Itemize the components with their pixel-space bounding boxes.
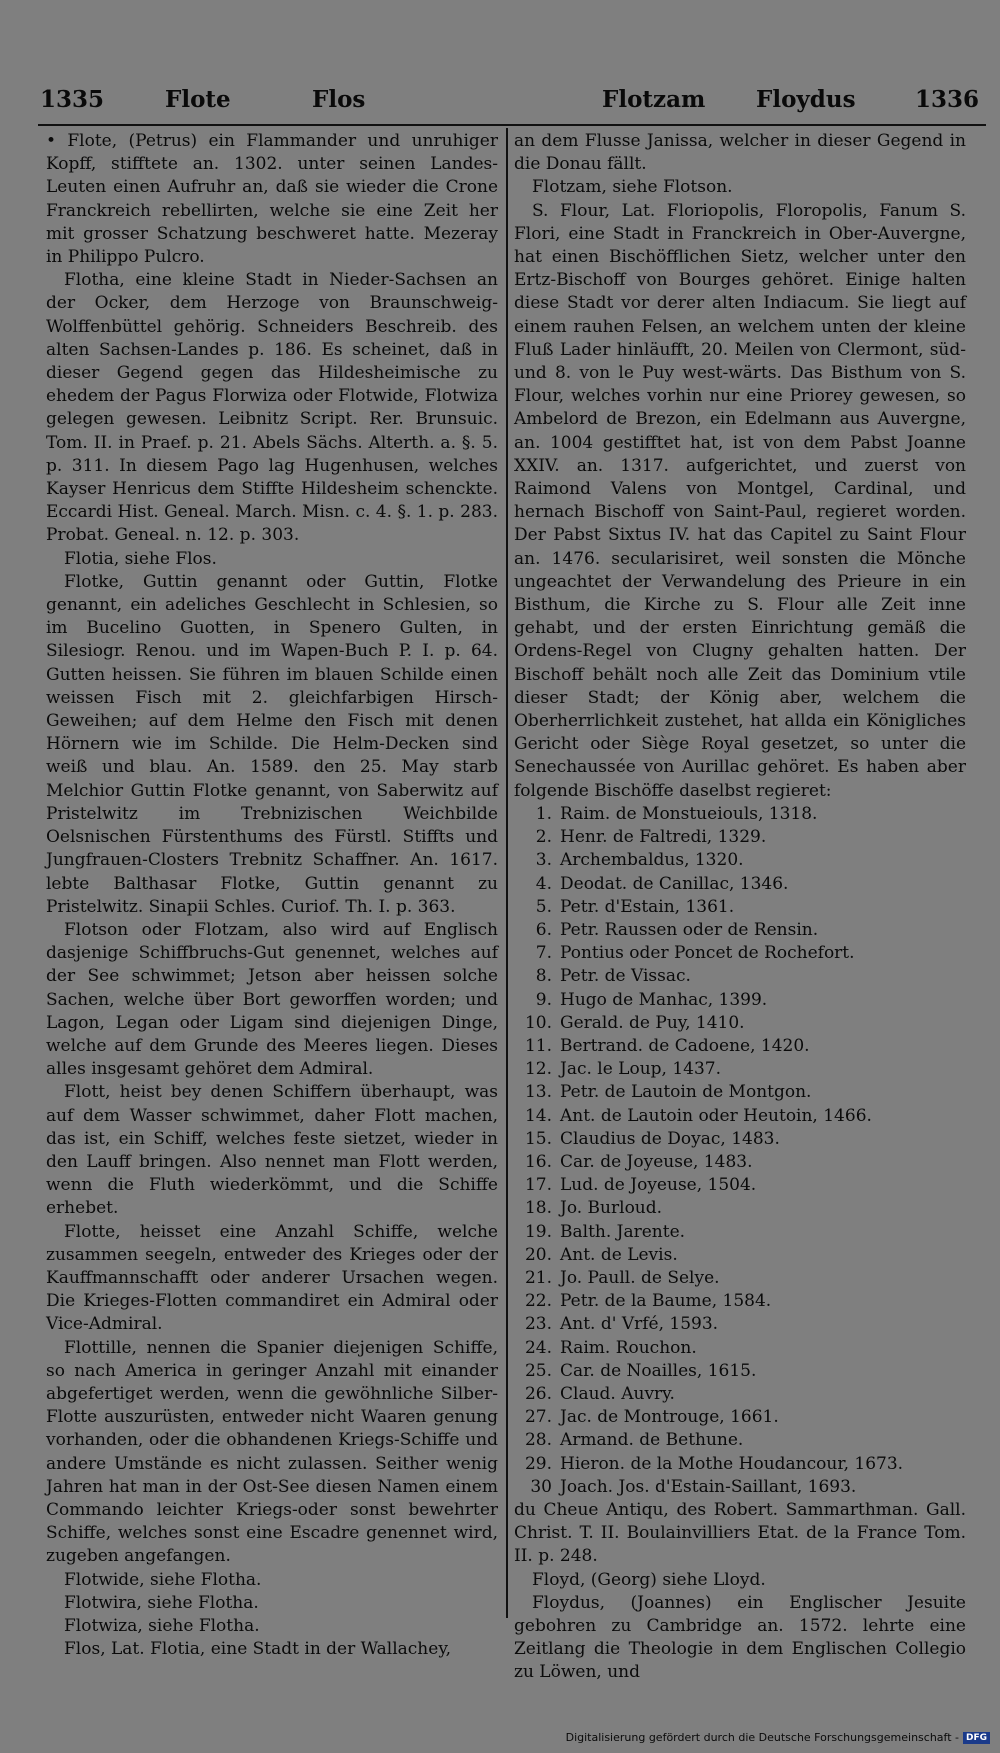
list-item-number: 6. [535, 919, 552, 940]
list-item [514, 1337, 966, 1360]
list-item-number: 27. [524, 1407, 552, 1428]
entry-paragraph: Flottille, nennen die Spanier diejenigen Schiffe, so nach America in geringer Anzahl mit einander abgefertiget werden, wenn die gewöhnliche Silber-Flotte auszurüsten, entweder nicht Waaren genung vorhanden, oder die obhandenen Kriegs-Schiffe und andere Umstände es nicht zulassen. Seither wenig Jahren hat man in der Ost-See diesen Namen einem Commando leichter Kriegs-oder sonst bewehrter Schiffe, welches sonst eine Escadre genennet wird, zugeben angefangen. [46, 1337, 498, 1567]
list-item-text: Henr. de Faltredi, 1329. [560, 827, 767, 848]
left-column [46, 130, 498, 1661]
list-item-number: 2. [535, 827, 552, 848]
entry-paragraph: Flos, Lat. Flotia, eine Stadt in der Wallachey, [64, 1639, 452, 1660]
list-item-number: 13. [524, 1082, 552, 1103]
list-item-number: 23. [524, 1314, 552, 1335]
list-item [514, 1406, 966, 1429]
list-item-number: 20. [524, 1244, 552, 1265]
entry-paragraph: Flotwide, siehe Flotha. [64, 1569, 262, 1590]
list-item-text: Bertrand. de Cadoene, 1420. [560, 1035, 810, 1056]
list-item-number: 1. [535, 803, 552, 824]
list-item-text: Hieron. de la Mothe Houdancour, 1673. [560, 1453, 904, 1474]
list-item-text: Petr. Raussen oder de Rensin. [560, 919, 819, 940]
list-item-number: 15. [524, 1128, 552, 1149]
list-item-number: 25. [524, 1360, 552, 1381]
entry-paragraph: Floydus, (Joannes) ein Englischer Jesuite gebohren zu Cambridge an. 1572. lehrte eine Zeitlang die Theologie in dem Englischen Collegio zu Löwen, und [514, 1592, 966, 1683]
list-item [514, 1197, 966, 1220]
list-item-text: Petr. de Lautoin de Montgon. [560, 1082, 812, 1103]
list-item-number: 28. [524, 1430, 552, 1451]
list-item [514, 1244, 966, 1267]
list-item [514, 1174, 966, 1197]
list-item-text: Petr. de la Baume, 1584. [560, 1291, 772, 1312]
header-rule [38, 124, 986, 126]
list-item [514, 803, 966, 826]
entry-paragraph: Flotia, siehe Flos. [64, 548, 217, 569]
list-item-text: Jac. le Loup, 1437. [560, 1059, 722, 1080]
list-item [514, 965, 966, 988]
list-item-number: 8. [535, 966, 552, 987]
list-item [514, 1476, 966, 1499]
list-item-number: 24. [524, 1337, 552, 1358]
list-item [514, 1313, 966, 1336]
entry-paragraph: Floyd, (Georg) siehe Lloyd. [532, 1569, 766, 1590]
entry-paragraph: • Flote, (Petrus) ein Flammander und unruhiger Kopff, stifftete an. 1302. unter seinen Landes-Leuten einen Aufruhr an, daß sie wieder die Crone Franckreich rebellirten, welche sie eine Zeit her mit grosser Schatzung beschweret hatte. Mezeray in Philippo Pulcro. [46, 131, 498, 268]
entry-paragraph: an dem Flusse Janissa, welcher in dieser Gegend in die Donau fällt. [514, 131, 966, 175]
list-item-text: Car. de Joyeuse, 1483. [560, 1151, 753, 1172]
list-item [514, 1453, 966, 1476]
list-item-number: 22. [524, 1291, 552, 1312]
list-item [514, 1105, 966, 1128]
entry-paragraph: Flotson oder Flotzam, also wird auf Englisch dasjenige Schiffbruchs-Gut genennet, welches auf der See schwimmet; Jetson aber heissen solche Sachen, welche über Bort geworffen worden; und Lagon, Legan oder Ligam sind diejenigen Dinge, welche auf dem Grunde des Meeres liegen. Dieses alles insgesamt gehöret dem Admiral. [46, 919, 498, 1080]
entry-paragraph: Flotzam, siehe Flotson. [532, 177, 733, 198]
list-item-text: Ant. de Levis. [560, 1244, 678, 1265]
list-item-number: 12. [524, 1059, 552, 1080]
list-item [514, 1058, 966, 1081]
footer-text: Digitalisierung gefördert durch die Deutsche Forschungsgemeinschaft - [565, 1731, 959, 1744]
list-item-text: Jac. de Montrouge, 1661. [560, 1407, 779, 1428]
list-item [514, 1012, 966, 1035]
list-item [514, 1221, 966, 1244]
list-item-text: Claud. Auvry. [560, 1383, 675, 1404]
list-item [514, 873, 966, 896]
list-item-text: Lud. de Joyeuse, 1504. [560, 1175, 757, 1196]
list-item [514, 1429, 966, 1452]
right-column [514, 130, 966, 1685]
list-item-number: 14. [524, 1105, 552, 1126]
list-item-number: 10. [524, 1012, 552, 1033]
list-item [514, 896, 966, 919]
list-item-text: Joach. Jos. d'Estain-Saillant, 1693. [560, 1476, 857, 1497]
list-item-text: Claudius de Doyac, 1483. [560, 1128, 780, 1149]
list-item-number: 21. [524, 1267, 552, 1288]
list-item [514, 1360, 966, 1383]
list-item [514, 942, 966, 965]
list-item [514, 1035, 966, 1058]
page-footer [566, 1731, 990, 1744]
list-item-number: 30 [530, 1476, 552, 1497]
entry-paragraph: Flotha, eine kleine Stadt in Nieder-Sachsen an der Ocker, dem Herzoge von Braunschweig-Wolffenbüttel gehörig. Schneiders Beschreib. des alten Sachsen-Landes p. 186. Es scheinet, daß in dieser Gegend gegen das Hildesheimische zu ehedem der Pagus Florwiza oder Flotwide, Flotwiza gelegen gewesen. Leibnitz Script. Rer. Brunsuic. Tom. II. in Praef. p. 21. Abels Sächs. Alterth. a. §. 5. p. 311. In diesem Pago lag Hugenhusen, welches Kayser Henricus dem Stiffte Hildesheim schenckte. Eccardi Hist. Geneal. March. Misn. c. 4. §. 1. p. 283. Probat. Geneal. n. 12. p. 303. [46, 270, 498, 546]
list-item [514, 1290, 966, 1313]
page-header [0, 86, 1000, 126]
list-item [514, 989, 966, 1012]
list-item-number: 18. [524, 1198, 552, 1219]
list-item-text: Jo. Paull. de Selye. [560, 1267, 720, 1288]
list-item-text: Archembaldus, 1320. [560, 850, 744, 871]
list-item-number: 11. [524, 1035, 552, 1056]
list-item [514, 1267, 966, 1290]
list-item-number: 26. [524, 1383, 552, 1404]
left-page-number: 1335 [40, 86, 105, 113]
list-item-number: 29. [524, 1453, 552, 1474]
entry-paragraph: Flotwiza, siehe Flotha. [64, 1616, 260, 1636]
column-divider [506, 128, 508, 1618]
list-item [514, 849, 966, 872]
entry-paragraph: Flott, heist bey denen Schiffern überhaupt, was auf dem Wasser schwimmet, daher Flott machen, das ist, ein Schiff, welches feste sietzet, wieder in den Lauff bringen. Also nennet man Flott werden, wenn die Fluth wiederkömmt, und die Schiffe erhebet. [46, 1082, 498, 1219]
list-item-text: Raim. de Monstueiouls, 1318. [560, 803, 818, 824]
entry-paragraph: S. Flour, Lat. Floriopolis, Floropolis, Fanum S. Flori, eine Stadt in Franckreich in Ober-Auvergne, hat einen Bischöfflichen Sietz, welcher unter den Ertz-Bischoff von Bourges gehöret. Einige halten diese Stadt vor derer alten Indiacum. Sie liegt auf einem rauhen Felsen, an welchem unten der kleine Fluß Lader hinläufft, 20. Meilen von Clermont, süd-und 8. von le Puy west-wärts. Das Bisthum von S. Flour, welches vorhin nur eine Priorey gewesen, so Ambelord de Brezon, ein Edelmann aus Auvergne, an. 1004 gestifftet hat, ist von dem Pabst Joanne XXIV. an. 1317. aufgerichtet, und zuerst von Raimond Valens von Montgel, Cardinal, und hernach Bischoff von Saint-Paul, regieret worden. Der Pabst Sixtus IV. hat das Capitel zu Saint Flour an. 1476. secularisiret, weil sonsten die Mönche ungeachtet der Verwandelung des Prieure in ein Bisthum, die Kirche zu S. Flour alle Zeit inne gehabt, und der ersten Einrichtung gemäß die Ordens-Regel von Clugny gehalten hatten. Der Bischoff behält noch alle Zeit das Dominium vtile dieser Stadt; der König aber, welchem die Oberherrlichkeit zustehet, hat allda ein Königliches Gericht oder Siège Royal gesetzet, so unter die Senechaussée von Aurillac gehöret. Es haben aber folgende Bischöffe daselbst regieret: [514, 200, 966, 801]
left-header-word-2: Flos [312, 86, 366, 113]
list-item [514, 826, 966, 849]
list-item-text: Ant. de Lautoin oder Heutoin, 1466. [560, 1105, 872, 1126]
list-item [514, 1383, 966, 1406]
list-item-text: Petr. de Vissac. [560, 966, 691, 987]
list-item-text: Armand. de Bethune. [560, 1430, 744, 1451]
right-page-number: 1336 [915, 86, 980, 113]
list-item-text: Gerald. de Puy, 1410. [560, 1012, 745, 1033]
list-item-number: 4. [535, 873, 552, 894]
list-item-text: Petr. d'Estain, 1361. [560, 896, 735, 917]
list-item-number: 3. [535, 850, 552, 871]
list-item-number: 17. [524, 1175, 552, 1196]
entry-paragraph: du Cheue Antiqu, des Robert. Sammarthman. Gall. Christ. T. II. Boulainvilliers Etat. de la France Tom. II. p. 248. [514, 1499, 966, 1567]
list-item [514, 919, 966, 942]
right-header-word-2: Floydus [756, 86, 856, 113]
list-item-text: Deodat. de Canillac, 1346. [560, 873, 789, 894]
dfg-logo: DFG [963, 1732, 990, 1744]
list-item [514, 1151, 966, 1174]
entry-paragraph: Flotte, heisset eine Anzahl Schiffe, welche zusammen seegeln, entweder des Krieges oder der Kauffmannschafft oder anderer Ursachen wegen. Die Krieges-Flotten commandiret ein Admiral oder Vice-Admiral. [46, 1221, 498, 1335]
list-item-text: Ant. d' Vrfé, 1593. [560, 1314, 719, 1335]
entry-paragraph: Flotke, Guttin genannt oder Guttin, Flotke genannt, ein adeliches Geschlecht in Schlesien, so im Bucelino Guotten, in Spenero Gulten, in Silesiogr. Renou. und im Wapen-Buch P. I. p. 64. Gutten heissen. Sie führen im blauen Schilde einen weissen Fisch mit 2. gleichfarbigen Hirsch-Geweihen; auf dem Helme den Fisch mit denen Hörnern wie im Schilde. Die Helm-Decken sind weiß und blau. An. 1589. den 25. May starb Melchior Guttin Flotke genannt, von Saberwitz auf Pristelwitz im Trebnizischen Weichbilde Oelsnischen Fürstenthums des Fürstl. Stiffts und Jungfrauen-Closters Trebnitz Schaffner. An. 1617. lebte Balthasar Flotke, Guttin genannt zu Pristelwitz. Sinapii Schles. Curiof. Th. I. p. 363. [46, 571, 498, 917]
list-item-text: Balth. Jarente. [560, 1221, 686, 1242]
entry-paragraph: Flotwira, siehe Flotha. [64, 1592, 259, 1613]
list-item-number: 16. [524, 1151, 552, 1172]
left-header-word-1: Flote [165, 86, 231, 113]
list-item-text: Jo. Burloud. [560, 1198, 663, 1219]
right-header-word-1: Flotzam [602, 86, 706, 113]
list-item-text: Raim. Rouchon. [560, 1337, 697, 1358]
list-item-number: 19. [524, 1221, 552, 1242]
list-item [514, 1128, 966, 1151]
list-item-text: Hugo de Manhac, 1399. [560, 989, 768, 1010]
list-item-text: Pontius oder Poncet de Rochefort. [560, 943, 855, 964]
list-item-number: 7. [535, 943, 552, 964]
bishop-list [514, 803, 966, 1499]
list-item-number: 5. [535, 896, 552, 917]
list-item-number: 9. [535, 989, 552, 1010]
list-item-text: Car. de Noailles, 1615. [560, 1360, 757, 1381]
list-item [514, 1081, 966, 1104]
